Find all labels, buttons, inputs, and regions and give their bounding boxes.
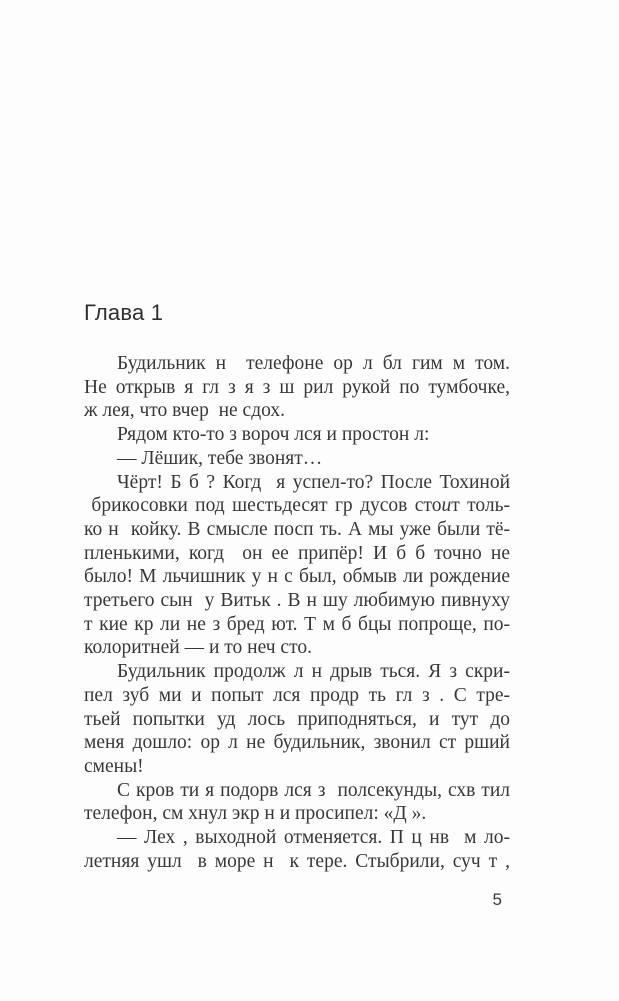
paragraph [84,660,510,779]
paragraph [84,471,510,661]
chapter-title: Глава 1 [84,300,164,325]
paragraph [84,826,510,873]
paragraph [84,352,510,423]
text-line: летняя ушл в море н к тере. Стыбрили, суч т , [84,850,510,872]
text-line: Чёрт! Б б ? Когд я успел-то? После Тохиной [117,471,510,493]
text-line: Рядом кто-то з вороч лся и простон л: [117,424,430,446]
text-line: — Лех , выходной отменяется. П ц нв м ло- [117,827,510,849]
paragraph [84,779,510,826]
text-line: пел зуб ми и попыт лся продр ть гл з . С тре- [84,684,510,706]
text-line: Будильник продолж л н дрыв ться. Я з скри- [117,661,510,683]
text-line: пленькими, когд он ее припёр! И б б точно не [84,542,510,564]
text-line: было! М льчишник у н с был, обмыв ли рождение [84,566,510,588]
body-text [84,352,510,873]
text-line: смены! [84,755,144,777]
paragraph [84,447,510,471]
text-line: меня дошло: ор л не будильник, звонил ст рший [84,732,510,754]
text-line: С кров ти я подорв лся з полсекунды, схв тил [117,779,510,801]
text-line: ж лея, что вчер не сдох. [84,400,286,422]
paragraph [84,423,510,447]
text-line: телефон, см хнул экр н и просипел: «Д ». [84,803,427,825]
text-line: тьей попытки уд лось приподняться, и тут до [84,708,510,730]
text-line: т кие кр ли не з бред ют. Т м б бцы попроще, по- [84,613,510,635]
text-line: брикосовки под шестьдесят гр дусов стоит толь- [84,495,511,517]
text-line: — Лёшик, тебе звонят… [117,447,323,469]
text-line: Не открыв я гл з я з ш рил рукой по тумбочке, [84,376,510,398]
page-number: 5 [492,890,502,909]
text-line: ко н койку. В смысле посп ть. А мы уже были тё- [84,518,510,540]
text-line: третьего сын у Витьк . В н шу любимую пивнуху [84,590,510,612]
text-line: Будильник н телефоне ор л бл гим м том. [117,353,510,374]
text-line: колоритней — и то неч сто. [84,637,312,659]
